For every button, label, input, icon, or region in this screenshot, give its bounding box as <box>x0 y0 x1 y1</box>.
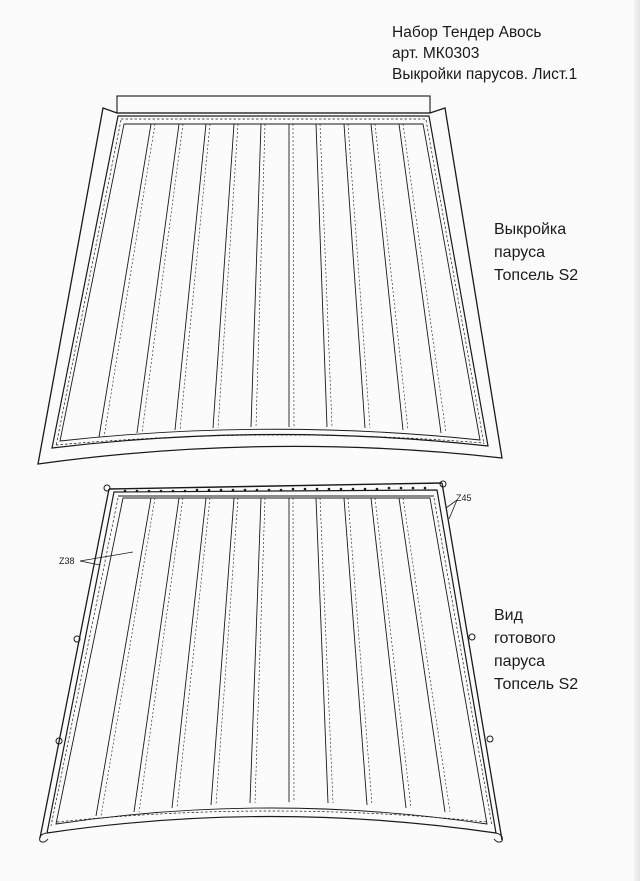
left-leech-rope <box>40 489 109 838</box>
left-stitching <box>56 120 121 446</box>
finished-sail-drawing <box>40 481 503 842</box>
finished-caption-line4: Топсель S2 <box>494 676 579 693</box>
pattern-caption-line2: паруса <box>494 244 545 261</box>
finished-left-stitching <box>51 498 118 826</box>
kit-title: Набор Тендер Авось <box>392 24 542 41</box>
pattern-caption <box>494 218 578 287</box>
finished-hem-line <box>56 498 487 824</box>
finished-caption <box>494 604 578 696</box>
pattern-outer-outline <box>38 108 502 464</box>
head-rope <box>109 483 442 489</box>
head-tab <box>117 96 430 113</box>
sheet-title: Выкройки парусов. Лист.1 <box>392 66 578 83</box>
sail-pattern-drawing <box>38 96 502 464</box>
finished-caption-line3: паруса <box>494 653 545 670</box>
marker-z38: Z38 <box>59 556 75 566</box>
marker-z45: Z45 <box>456 493 472 503</box>
finished-caption-line2: готового <box>494 630 556 647</box>
finished-seam-stitching <box>101 498 450 816</box>
panel-seam-stitching <box>104 124 446 437</box>
finished-panel-seams <box>96 498 445 816</box>
article-number: арт. МК0303 <box>392 45 480 62</box>
right-leech-rope <box>442 483 502 840</box>
pattern-hem-line <box>60 124 480 441</box>
pattern-caption-line1: Выкройка <box>494 221 567 238</box>
panel-seams <box>99 124 441 437</box>
cringles <box>40 481 503 842</box>
finished-right-stitching <box>434 498 492 826</box>
pattern-caption-line3: Топсель S2 <box>494 267 579 284</box>
pattern-sail-outline <box>52 116 488 448</box>
finished-caption-line1: Вид <box>494 607 523 624</box>
